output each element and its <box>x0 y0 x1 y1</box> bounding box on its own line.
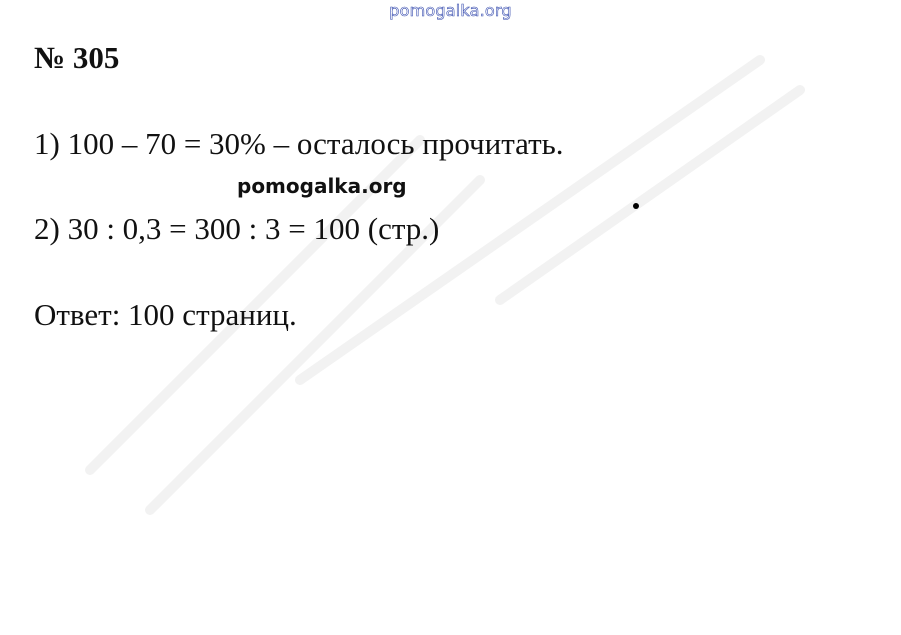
solution-step-2: 2) 30 : 0,3 = 300 : 3 = 100 (стр.) <box>34 211 440 246</box>
stray-dot <box>633 203 639 209</box>
site-watermark-middle: pomogalka.org <box>237 174 407 198</box>
site-watermark-top: pomogalka.org <box>389 1 512 20</box>
solution-step-1: 1) 100 – 70 = 30% – осталось прочитать. <box>34 126 564 161</box>
problem-number: № 305 <box>34 40 120 75</box>
answer-line: Ответ: 100 страниц. <box>34 297 297 332</box>
